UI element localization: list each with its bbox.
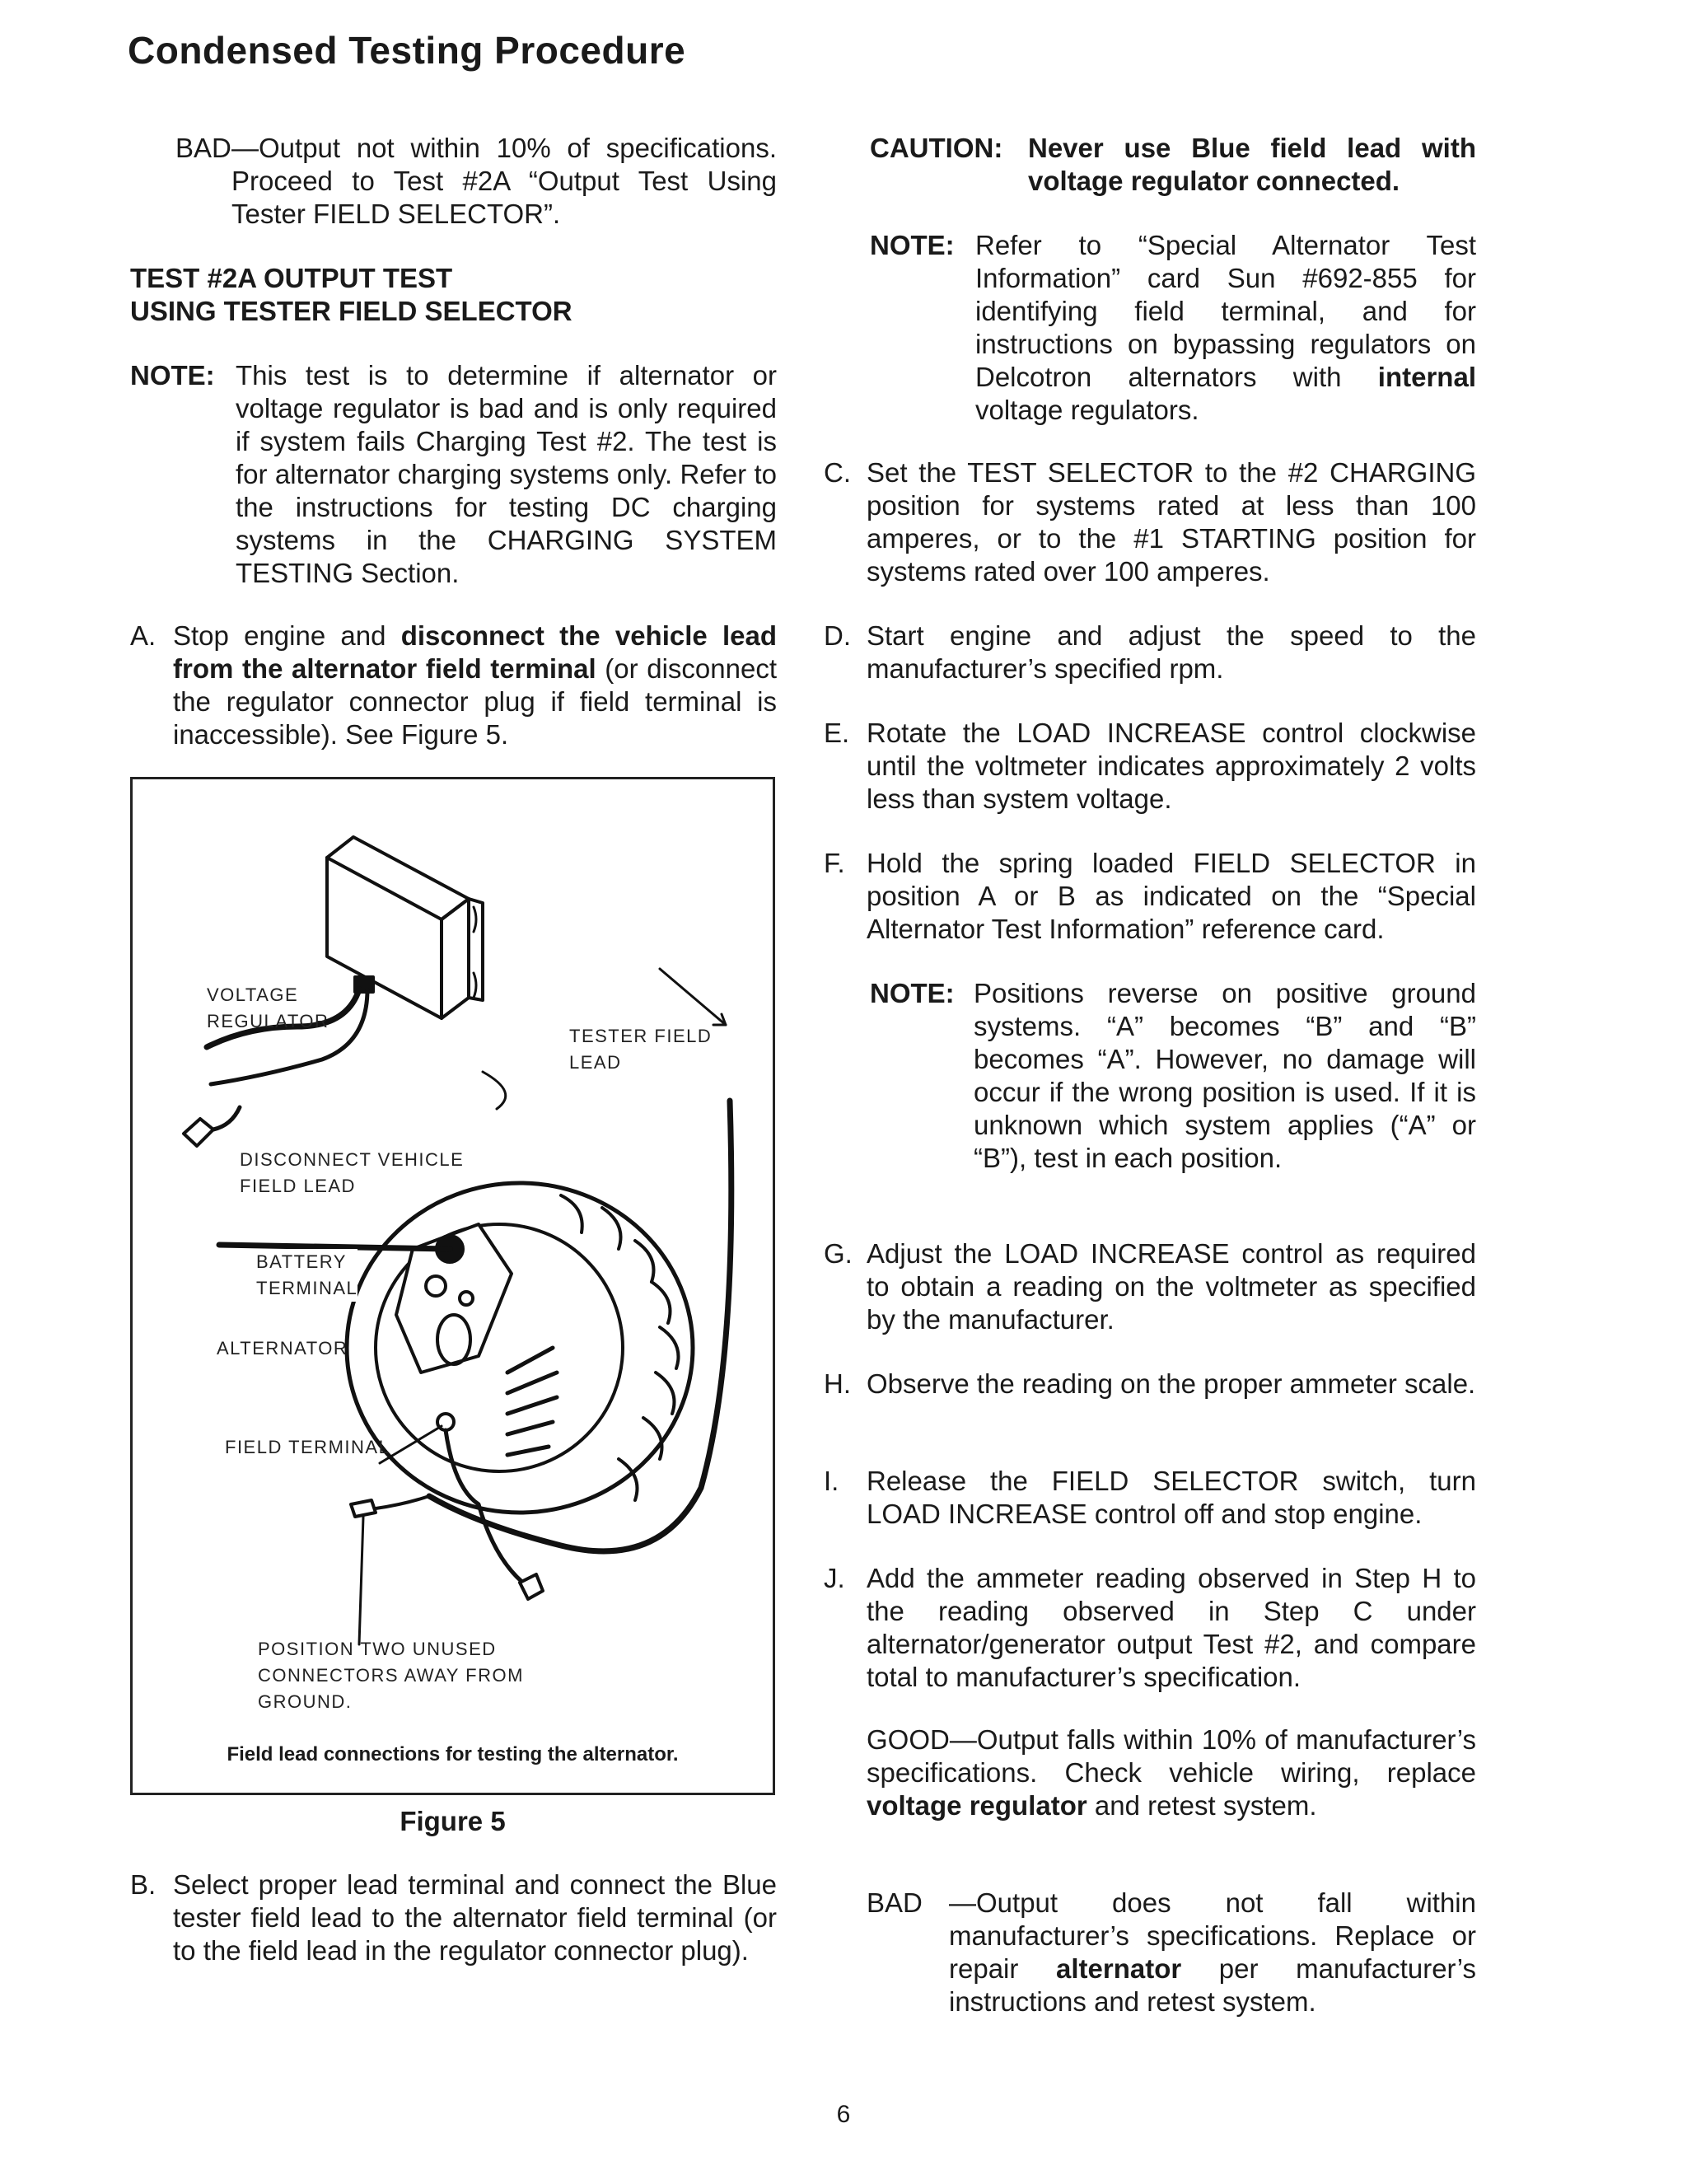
test-2a-heading [130, 262, 777, 328]
bad-final-text: —Output does not fall within manufacturer’s specifications. Replace or repair alternator per manufacturer’s instructions and retest system. [949, 1887, 1476, 2017]
alternator-body [347, 1183, 693, 1513]
positions-note-text: Positions reverse on positive ground systems. “A” becomes “B” and “B” becomes “A”. However, no damage will occur if the wrong position is used. If it is unknown which system applies (“A” or “B”), test in each position. [974, 978, 1476, 1173]
label-tester-field-lead: TESTER FIELD LEAD [569, 1026, 713, 1073]
step-e: E. Rotate the LOAD INCREASE control clockwise until the voltmeter indicates approximately 2 volts less than system voltage. [824, 718, 1476, 814]
disconnected-plug [184, 1119, 213, 1146]
test-2a-heading-line2: USING TESTER FIELD SELECTOR [130, 296, 572, 326]
regulator-side [442, 899, 469, 1018]
step-a-letter: A. [130, 620, 157, 651]
step-j: J. Add the ammeter reading observed in Step H to the reading observed in Step C under alternator/generator output Test #2, and compare total to manufacturer’s specification. [824, 1563, 1476, 1692]
regulator-body [327, 858, 442, 1018]
step-h-text: Observe the reading on the proper ammeter scale. [867, 1368, 1476, 1399]
good-result-paragraph [867, 1723, 1476, 1822]
step-c: C. Set the TEST SELECTOR to the #2 CHARGING position for systems rated at less than 100 amperes, or to the #1 STARTING position for systems rated over 100 amperes. [824, 457, 1476, 587]
label-field-terminal: FIELD TERMINAL [225, 1437, 390, 1457]
step-f-text: Hold the spring loaded FIELD SELECTOR in position A or B as indicated on the “Special Alternator Test Information” reference card. [867, 848, 1476, 944]
step-b-letter: B. [130, 1869, 157, 1900]
label-alternator: ALTERNATOR [217, 1338, 348, 1359]
unused-connector-1 [351, 1500, 376, 1517]
label-disconnect-vehicle-field-lead: DISCONNECT VEHICLE FIELD LEAD [240, 1149, 465, 1196]
caution-label: CAUTION: [870, 133, 1003, 163]
step-a-text: Stop engine and disconnect the vehicle lead from the alternator field terminal (or disconnect the regulator connector plug if field terminal is inaccessible). See Figure 5. [173, 620, 777, 750]
positions-note-paragraph [870, 977, 1476, 1175]
label-voltage-regulator: VOLTAGE REGULATOR [207, 984, 329, 1031]
figure-caption: Field lead connections for testing the alternator. [227, 1743, 679, 1765]
bad-label: BAD [175, 133, 231, 163]
note-text: This test is to determine if alternator or voltage regulator is bad and is only required if system fails Charging Test #2. The test is for alternator charging systems only. Refer to the instructions for testing DC charging systems in the CHARGING SYSTEM TESTING Section. [236, 360, 777, 588]
step-i-text: Release the FIELD SELECTOR switch, turn LOAD INCREASE control off and stop engine. [867, 1466, 1476, 1529]
regulator-top [327, 837, 469, 919]
test-2a-heading-line1: TEST #2A OUTPUT TEST [130, 263, 453, 293]
caution-text: Never use Blue field lead with voltage regulator connected. [1028, 133, 1476, 196]
caution-paragraph [870, 132, 1476, 198]
bad-text: —Output not within 10% of specifications. Proceed to Test #2A “Output Test Using Tester FIELD SELECTOR”. [231, 133, 777, 229]
right-note-label: NOTE: [870, 230, 955, 260]
bad-result-paragraph [175, 132, 777, 231]
step-a [130, 620, 777, 751]
step-d: D. Start engine and adjust the speed to the manufacturer’s specified rpm. [824, 620, 1476, 684]
note-label: NOTE: [130, 360, 215, 391]
positions-note-label: NOTE: [870, 978, 955, 1008]
bad-final-label: BAD [867, 1887, 923, 1918]
step-c-text: Set the TEST SELECTOR to the #2 CHARGING position for systems rated at less than 100 amperes, or to the #1 STARTING position for systems rated over 100 amperes. [867, 457, 1476, 587]
step-d-text: Start engine and adjust the speed to the manufacturer’s specified rpm. [867, 620, 1476, 684]
right-note-paragraph [870, 229, 1476, 427]
bad-final-paragraph [867, 1887, 1476, 2018]
label-position-unused-connectors: POSITION TWO UNUSED CONNECTORS AWAY FROM GROUND. [258, 1639, 524, 1712]
step-f: F. Hold the spring loaded FIELD SELECTOR in position A or B as indicated on the “Special Alternator Test Information” reference card. [824, 848, 1476, 944]
step-j-text: Add the ammeter reading observed in Step H to the reading observed in Step C under alternator/generator output Test #2, and compare total to manufacturer’s specification. [867, 1563, 1476, 1692]
label-battery-terminal: BATTERY TERMINAL [256, 1249, 357, 1302]
figure-5-box [130, 777, 775, 1795]
step-e-text: Rotate the LOAD INCREASE control clockwise until the voltmeter indicates approximately 2 volts less than system voltage. [867, 718, 1476, 814]
page-title: Condensed Testing Procedure [128, 29, 686, 72]
step-h: H. Observe the reading on the proper ammeter scale. [824, 1368, 1476, 1399]
step-b-text: Select proper lead terminal and connect the Blue tester field lead to the alternator field terminal (or to the field lead in the regulator connector plug). [173, 1869, 777, 1966]
good-text: GOOD—Output falls within 10% of manufacturer’s specifications. Check vehicle wiring, replace voltage regulator and retest system. [867, 1724, 1476, 1821]
note-paragraph [130, 359, 777, 590]
right-note-text: Refer to “Special Alternator Test Information” card Sun #692-855 for identifying field terminal, and for instructions on bypassing regulators on Delcotron alternators with internal voltage regulators. [975, 230, 1476, 425]
step-g: G. Adjust the LOAD INCREASE control as required to obtain a reading on the voltmeter as specified by the manufacturer. [824, 1238, 1476, 1335]
tester-field-lead [483, 1072, 506, 1109]
step-g-text: Adjust the LOAD INCREASE control as required to obtain a reading on the voltmeter as specified by the manufacturer. [867, 1238, 1476, 1335]
step-i: I. Release the FIELD SELECTOR switch, turn LOAD INCREASE control off and stop engine. [824, 1466, 1476, 1529]
unused-connector-2 [520, 1574, 543, 1599]
page-number: 6 [836, 2101, 851, 2128]
figure-title: Figure 5 [400, 1806, 506, 1836]
step-b [130, 1868, 777, 1967]
